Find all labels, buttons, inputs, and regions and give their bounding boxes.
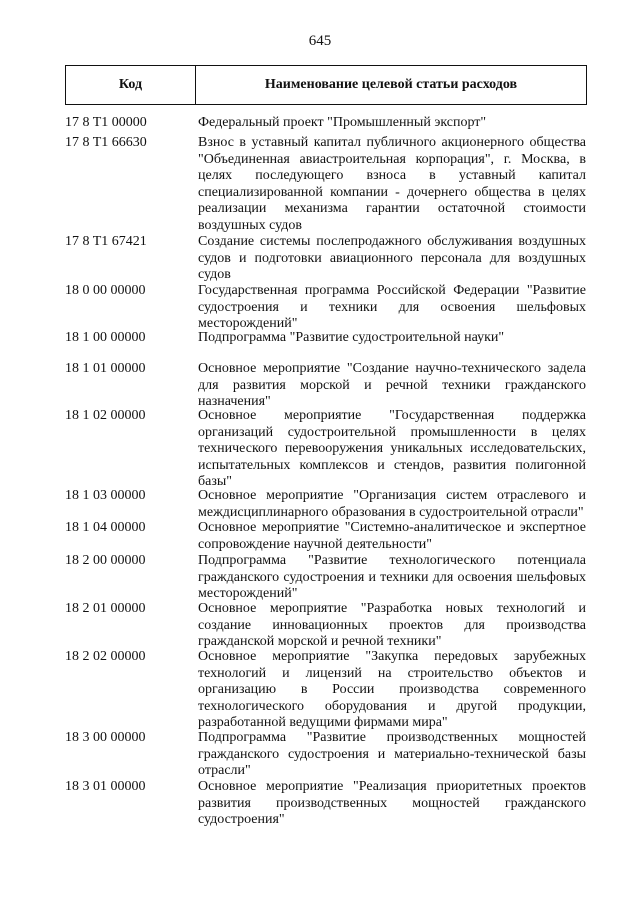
row-name: Государственная программа Российской Федерации "Развитие судостроения и техники для освоения шельфовых месторождений" [198,283,586,331]
row-code: 17 8 T1 66630 [65,135,147,150]
page-number: 645 [308,33,332,49]
row-code: 18 1 00 00000 [65,330,146,345]
row-code: 18 3 01 00000 [65,779,146,794]
row-code: 18 1 01 00000 [65,361,146,376]
row-code: 17 8 T1 00000 [65,115,147,130]
row-code: 18 2 01 00000 [65,601,146,616]
row-code: 17 8 T1 67421 [65,234,147,249]
row-name: Основное мероприятие "Государственная поддержка организаций судостроительной промышленности в целях технического перевооружения уникальных исследовательских, испытательных комплексов и стендов, развития полигонной базы" [198,408,586,489]
row-name: Взнос в уставный капитал публичного акционерного общества "Объединенная авиастроительная корпорация", г. Москва, в целях последующего взноса в уставный капитал специализированной компании - дочернего общества в целях реализации механизма гарантии остаточной стоимости воздушных судов [198,135,586,233]
row-name: Подпрограмма "Развитие технологического потенциала гражданского судостроения и техники для освоения шельфовых месторождений" [198,553,586,601]
row-code: 18 1 04 00000 [65,520,146,535]
row-code: 18 3 00 00000 [65,730,146,745]
row-code: 18 0 00 00000 [65,283,146,298]
row-name: Основное мероприятие "Реализация приоритетных проектов развития производственных мощностей гражданского судостроения" [198,779,586,827]
row-name: Основное мероприятие "Системно-аналитическое и экспертное сопровождение научной деятельности" [198,520,586,552]
row-name: Федеральный проект "Промышленный экспорт" [198,115,487,130]
row-code: 18 2 00 00000 [65,553,146,568]
row-name: Основное мероприятие "Создание научно-технического задела для развития морской и речной техники гражданского назначения" [198,361,586,409]
row-name: Подпрограмма "Развитие производственных мощностей гражданского судостроения и материально-технической базы отрасли" [198,730,586,778]
row-code: 18 1 03 00000 [65,488,146,503]
table-header [65,65,587,105]
code-column-header: Код [66,66,196,104]
row-code: 18 2 02 00000 [65,649,146,664]
row-name: Основное мероприятие "Разработка новых технологий и создание инновационных проектов для производства гражданской морской и речной техники" [198,601,586,649]
row-name: Создание системы послепродажного обслуживания воздушных судов и подготовки авиационного персонала для воздушных судов [198,234,586,282]
row-code: 18 1 02 00000 [65,408,146,423]
name-column-header: Наименование целевой статьи расходов [264,77,518,92]
row-name: Основное мероприятие "Организация систем отраслевого и междисциплинарного образования в судостроительной отрасли" [198,488,586,520]
row-name: Основное мероприятие "Закупка передовых зарубежных технологий и лицензий на строительство объектов и организацию в России производства современного технологического оборудования и другой продукции, разработанной ведущими фирмами мира" [198,649,586,730]
row-name: Подпрограмма "Развитие судостроительной науки" [198,330,505,345]
